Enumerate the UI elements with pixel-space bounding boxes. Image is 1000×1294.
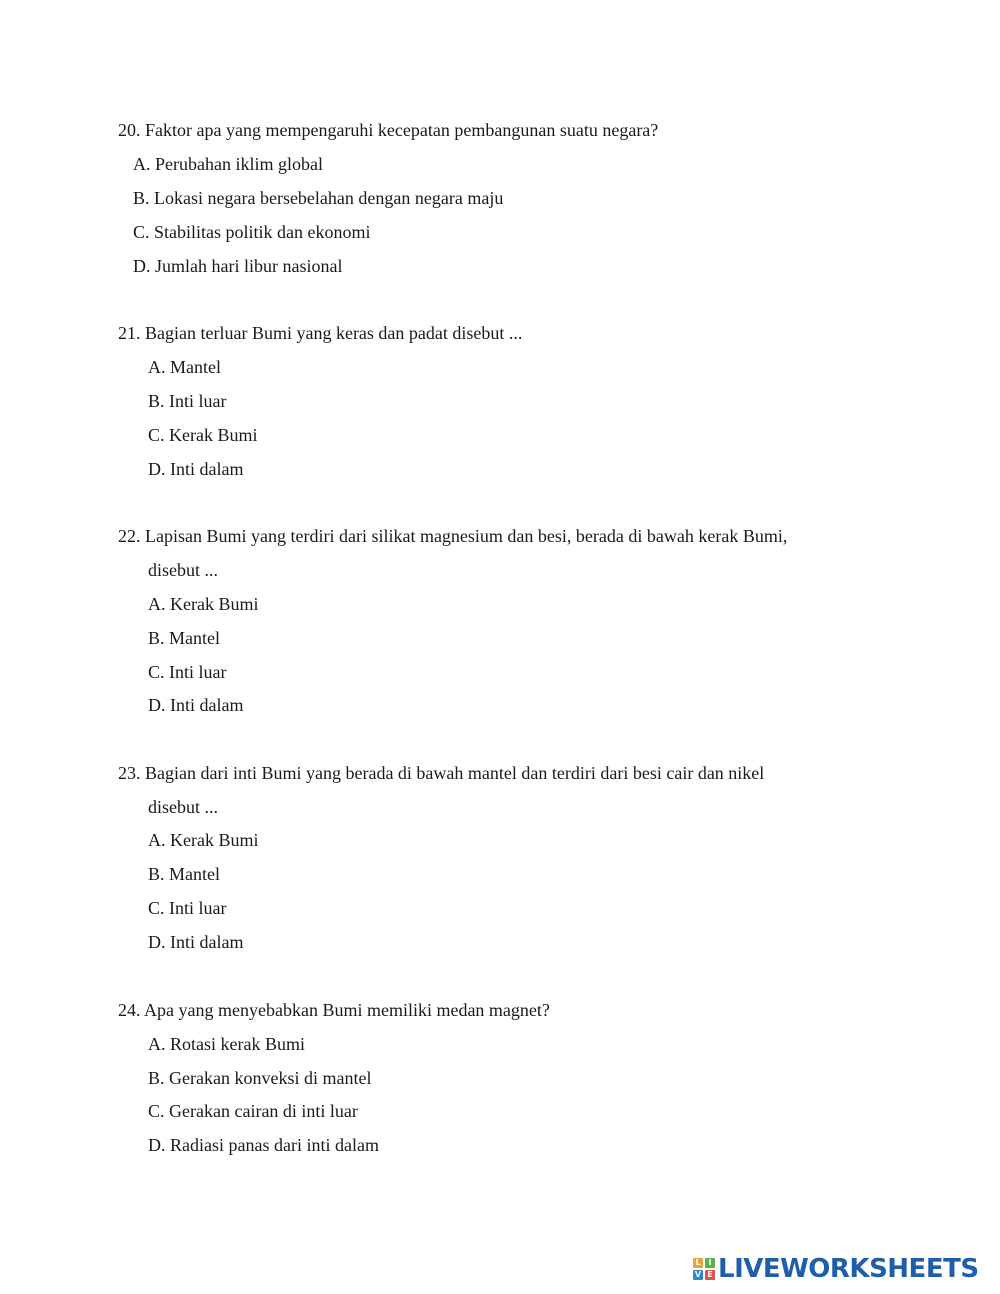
logo-letter: I (705, 1258, 715, 1268)
question-number: 21. (118, 323, 141, 343)
question-23-option-a: A. Kerak Bumi (148, 830, 259, 850)
question-21-option-d: D. Inti dalam (148, 459, 244, 479)
question-24-option-b: B. Gerakan konveksi di mantel (148, 1068, 372, 1088)
question-23-option-d: D. Inti dalam (148, 932, 244, 952)
question-21-option-c: C. Kerak Bumi (148, 425, 258, 445)
question-21-option-b: B. Inti luar (148, 391, 227, 411)
question-22-option-c: C. Inti luar (148, 662, 227, 682)
question-23-text-continued: disebut ... (148, 797, 218, 817)
question-23-option-c: C. Inti luar (148, 898, 227, 918)
question-24-option-c: C. Gerakan cairan di inti luar (148, 1101, 358, 1121)
question-24-option-d: D. Radiasi panas dari inti dalam (148, 1135, 379, 1155)
question-22-text-continued: disebut ... (148, 560, 218, 580)
question-23-option-b: B. Mantel (148, 864, 220, 884)
question-20-option-a: A. Perubahan iklim global (133, 154, 323, 174)
question-text: Apa yang menyebabkan Bumi memiliki medan magnet? (144, 1000, 550, 1020)
question-22-option-b: B. Mantel (148, 628, 220, 648)
question-20-option-c: C. Stabilitas politik dan ekonomi (133, 222, 371, 242)
question-number: 24. (118, 1000, 141, 1020)
liveworksheets-logo (693, 1256, 979, 1282)
question-21-option-a: A. Mantel (148, 357, 221, 377)
question-20-option-b: B. Lokasi negara bersebelahan dengan negara maju (133, 188, 504, 208)
question-text: Faktor apa yang mempengaruhi kecepatan pembangunan suatu negara? (145, 120, 659, 140)
question-23-text (118, 762, 764, 784)
question-text: Bagian terluar Bumi yang keras dan padat disebut ... (145, 323, 523, 343)
logo-text: LIVEWORKSHEETS (718, 1254, 979, 1284)
question-24-text (118, 999, 550, 1021)
question-22-option-d: D. Inti dalam (148, 695, 244, 715)
logo-letter: E (705, 1270, 715, 1280)
question-20-text (118, 119, 658, 141)
question-text: Bagian dari inti Bumi yang berada di bawah mantel dan terdiri dari besi cair dan nikel (145, 763, 765, 783)
question-21-text (118, 322, 522, 344)
question-number: 23. (118, 763, 141, 783)
question-24-option-a: A. Rotasi kerak Bumi (148, 1034, 305, 1054)
logo-letter: L (693, 1258, 703, 1268)
question-number: 22. (118, 526, 141, 546)
question-number: 20. (118, 120, 141, 140)
question-text: Lapisan Bumi yang terdiri dari silikat magnesium dan besi, berada di bawah kerak Bumi, (145, 526, 788, 546)
logo-mark-icon (693, 1258, 715, 1280)
question-22-option-a: A. Kerak Bumi (148, 594, 259, 614)
logo-letter: V (694, 1270, 702, 1279)
question-20-option-d: D. Jumlah hari libur nasional (133, 256, 343, 276)
question-22-text (118, 525, 787, 547)
